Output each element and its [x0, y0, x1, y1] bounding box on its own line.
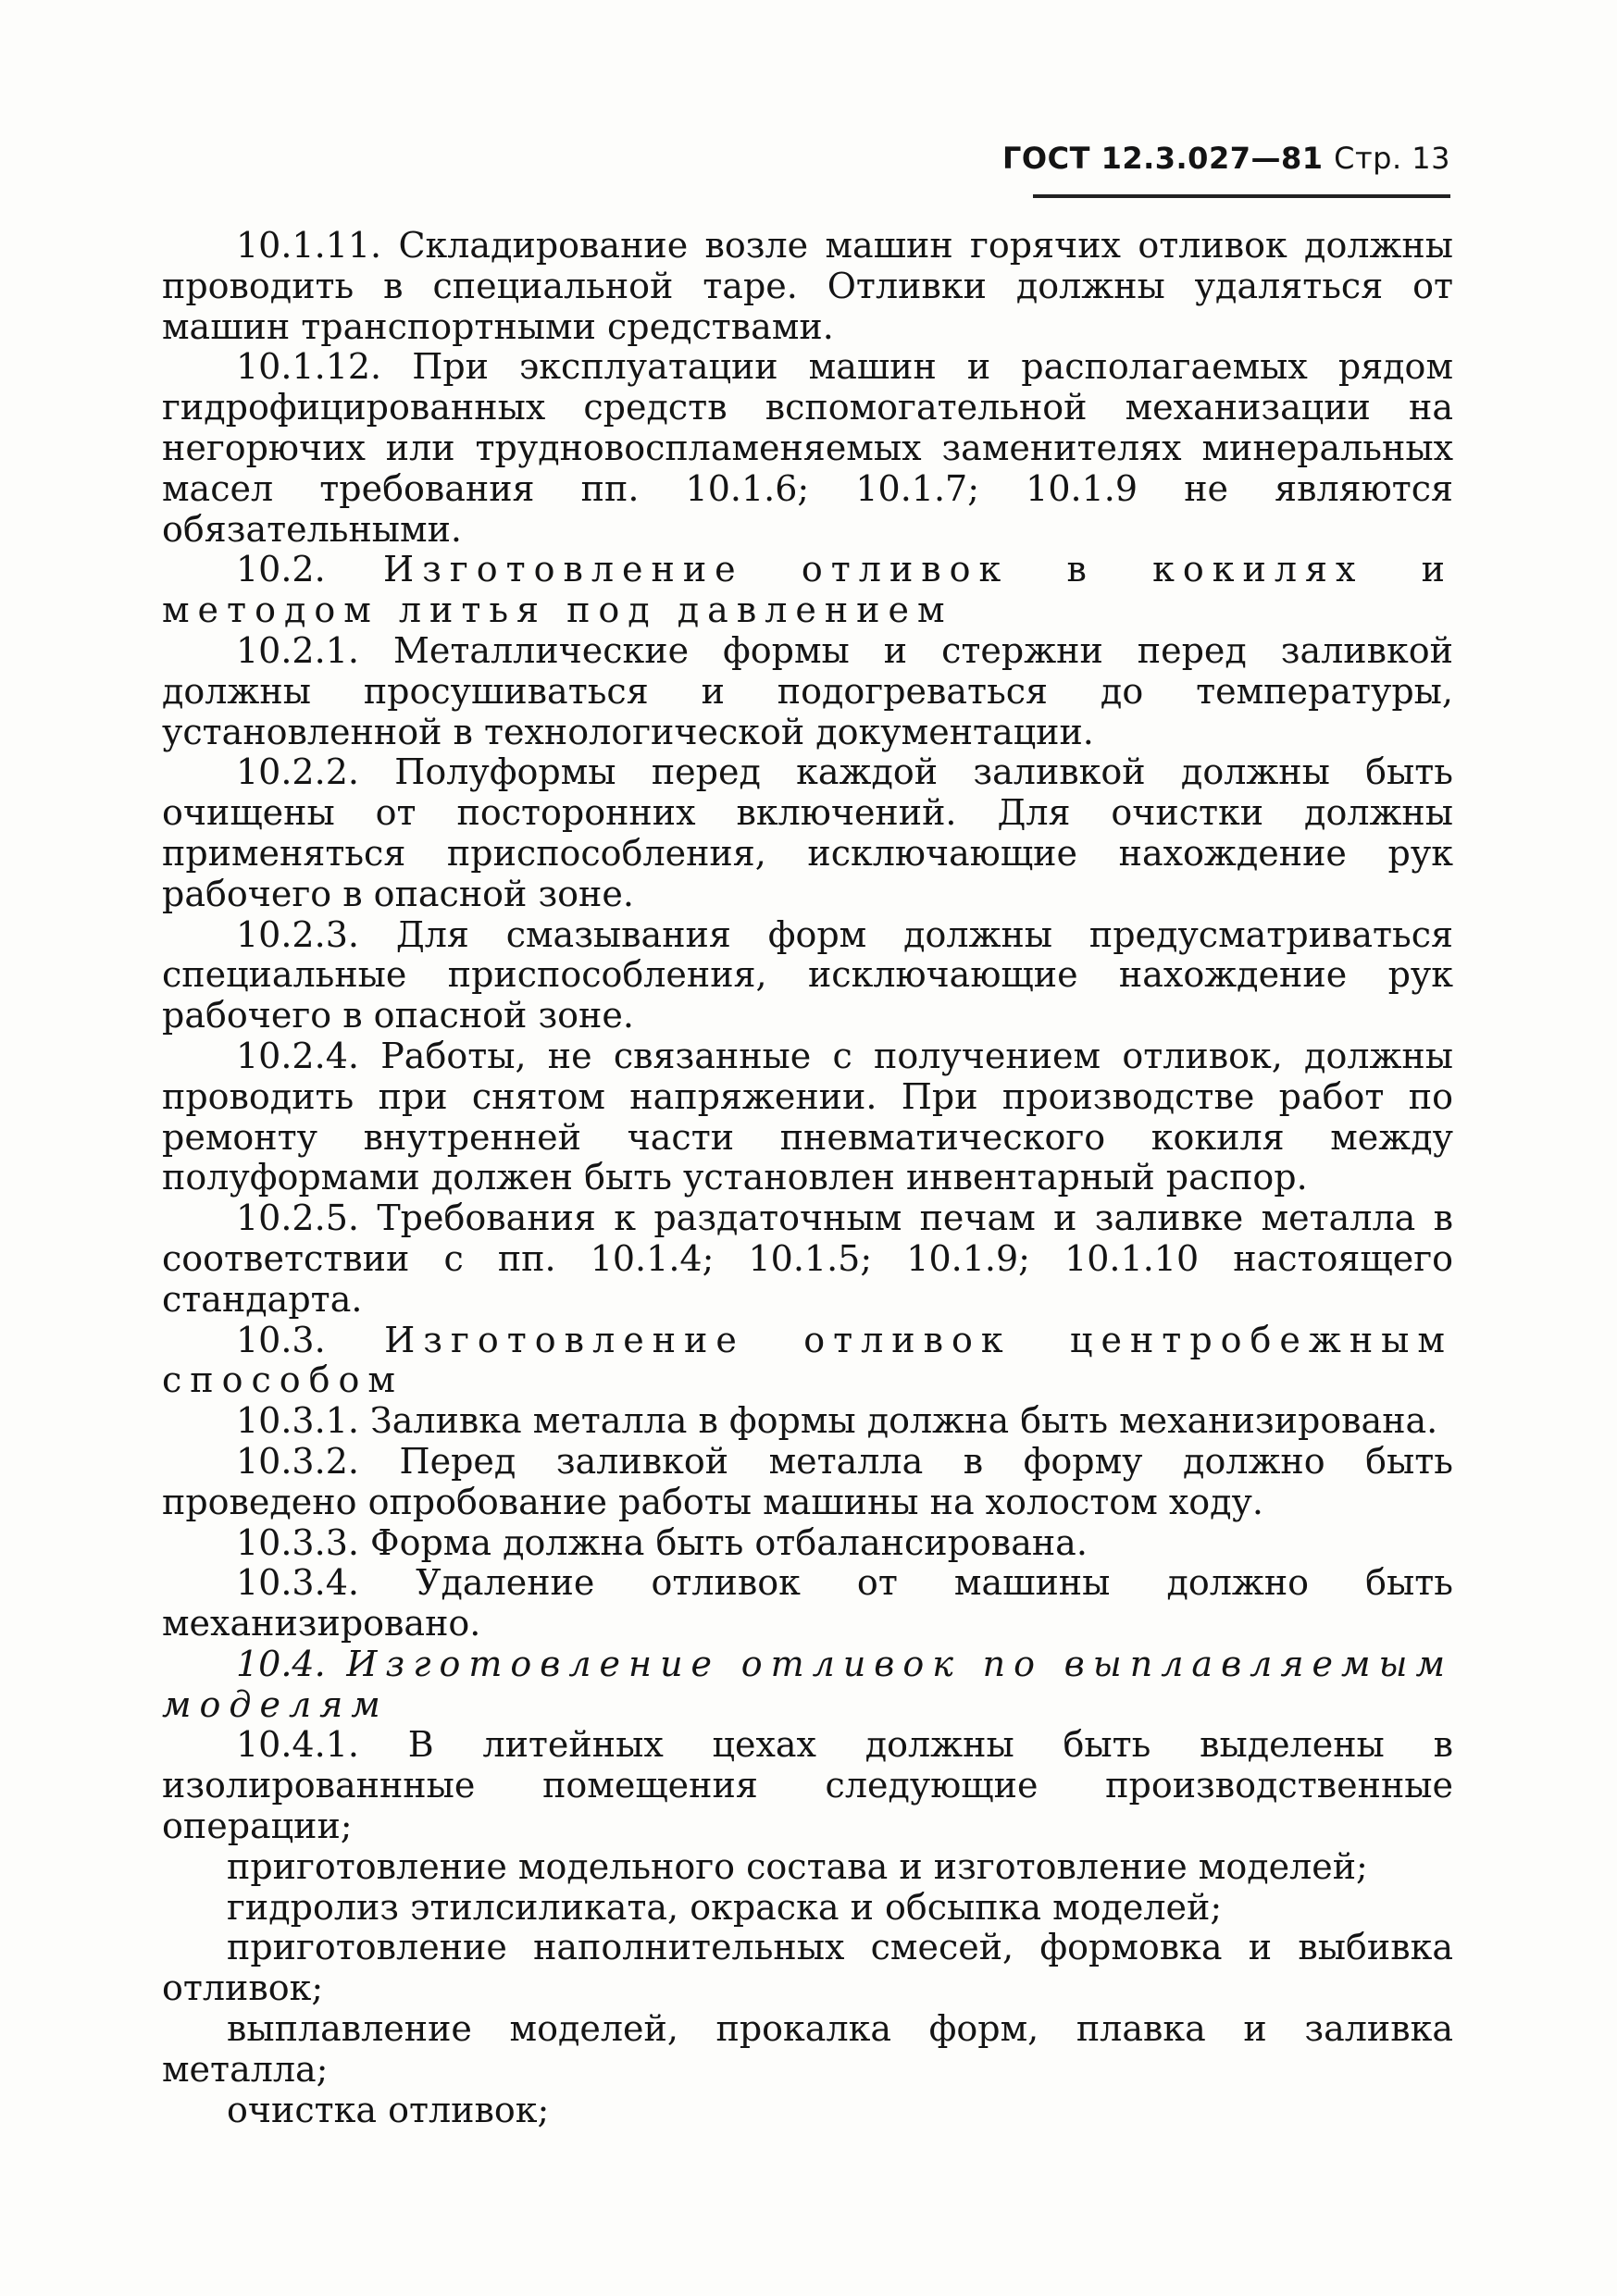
- section-heading-10-3: [162, 1321, 1453, 1402]
- paragraph-number: 10.3.3.: [236, 1521, 359, 1563]
- paragraph-text: Работы, не связанные с получением отливок, должны проводить при снятом напряжении. При производстве работ по ремонту внутренней части пневматического кокиля между полуформами должен быть установлен инвентарный распор.: [162, 1035, 1453, 1198]
- paragraph-10-3-1: [162, 1401, 1453, 1442]
- paragraph-number: 10.2.1.: [236, 629, 359, 671]
- paragraph-text: Заливка металла в формы должна быть механизирована.: [370, 1400, 1438, 1442]
- paragraph-text: Форма должна быть отбалансирована.: [370, 1521, 1088, 1563]
- section-title: Изготовление отливок в кокилях и методом литья под давлением: [162, 549, 1453, 631]
- paragraph-number: 10.2.5.: [236, 1198, 359, 1239]
- list-item: гидролиз этилсиликата, окраска и обсыпка моделей;: [227, 1886, 1223, 1928]
- page-header: [1002, 141, 1450, 176]
- paragraph-10-2-1: [162, 631, 1453, 752]
- paragraph-text: Требования к раздаточным печам и заливке металла в соответствии с пп. 10.1.4; 10.1.5; 10.1.9; 10.1.10 настоящего стандарта.: [162, 1198, 1453, 1320]
- section-heading-10-2: [162, 550, 1453, 631]
- paragraph-number: 10.1.12.: [236, 346, 382, 388]
- paragraph-text: Для смазывания форм должны предусматриваться специальные приспособления, исключающие нахождение рук рабочего в опасной зоне.: [162, 913, 1453, 1036]
- paragraph-text: Перед заливкой металла в форму должно быть проведено опробование работы машины на холостом ходу.: [162, 1440, 1453, 1522]
- paragraph-number: 10.2.2.: [236, 751, 359, 793]
- section-number: 10.2.: [236, 549, 326, 590]
- paragraph-text: Металлические формы и стержни перед заливкой должны просушиваться и подогреваться до температуры, установленной в технологической документации.: [162, 629, 1453, 752]
- list-item: очистка отливок;: [227, 2089, 550, 2130]
- section-heading-10-4: [162, 1644, 1453, 1726]
- paragraph-10-3-3: [162, 1523, 1453, 1564]
- paragraph-number: 10.1.11.: [236, 225, 382, 266]
- paragraph-10-3-2: [162, 1442, 1453, 1523]
- paragraph-text: При эксплуатации машин и располагаемых рядом гидрофицированных средств вспомогательной механизации на негорючих или трудновоспламеняемых заменителях минеральных масел требования пп. 10.1.6; 10.1.7; 10.1.9 не являются обязательными.: [162, 346, 1453, 550]
- paragraph-10-1-12: [162, 347, 1453, 550]
- document-body: [162, 226, 1453, 2130]
- paragraph-10-2-4: [162, 1036, 1453, 1198]
- section-title: Изготовление отливок по выплавляемым моделям: [162, 1643, 1453, 1725]
- paragraph-10-2-2: [162, 752, 1453, 914]
- header-rule: [1033, 194, 1450, 198]
- paragraph-text: Полуформы перед каждой заливкой должны быть очищены от посторонних включений. Для очистки должны применяться приспособления, исключающие нахождение рук рабочего в опасной зоне.: [162, 751, 1453, 914]
- list-item: приготовление наполнительных смесей, формовка и выбивка отливок;: [162, 1927, 1453, 2009]
- paragraph-number: 10.4.1.: [236, 1724, 359, 1766]
- paragraph-number: 10.3.4.: [236, 1562, 359, 1604]
- section-title: Изготовление отливок центробежным способом: [162, 1319, 1453, 1401]
- list-item: выплавление моделей, прокалка форм, плавка и заливка металла;: [162, 2008, 1453, 2090]
- section-number: 10.3.: [236, 1319, 326, 1360]
- paragraph-number: 10.3.2.: [236, 1440, 359, 1482]
- paragraph-text: Удаление отливок от машины должно быть механизировано.: [162, 1562, 1453, 1644]
- paragraph-10-2-3: [162, 915, 1453, 1036]
- paragraph-number: 10.2.3.: [236, 913, 359, 955]
- paragraph-10-3-4: [162, 1563, 1453, 1644]
- section-number: 10.4.: [236, 1643, 326, 1684]
- paragraph-10-2-5: [162, 1198, 1453, 1320]
- page-number: Стр. 13: [1334, 141, 1450, 176]
- paragraph-10-1-11: [162, 226, 1453, 347]
- standard-number: ГОСТ 12.3.027—81: [1002, 141, 1324, 176]
- list-item: приготовление модельного состава и изготовление моделей;: [227, 1845, 1368, 1887]
- paragraph-text: Складирование возле машин горячих отливок должны проводить в специальной таре. Отливки должны удаляться от машин транспортными средствами.: [162, 225, 1453, 347]
- paragraph-number: 10.2.4.: [236, 1035, 359, 1076]
- paragraph-10-4-1: [162, 1725, 1453, 1846]
- paragraph-number: 10.3.1.: [236, 1400, 359, 1442]
- paragraph-text: В литейных цехах должны быть выделены в изолированнные помещения следующие производственные операции;: [162, 1724, 1453, 1847]
